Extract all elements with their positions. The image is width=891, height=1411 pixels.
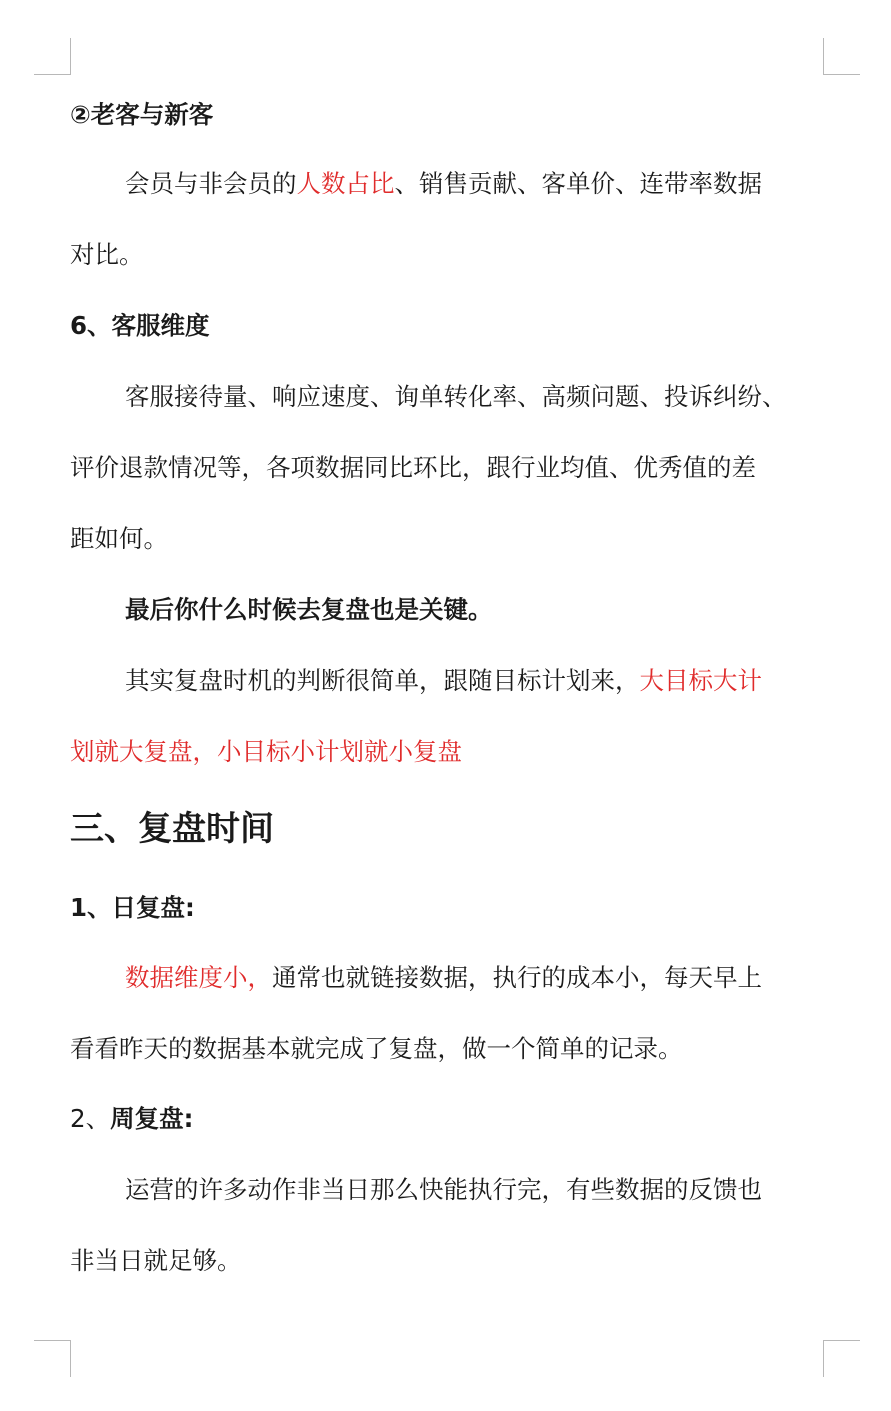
page-corner-mark-top-right bbox=[823, 38, 860, 75]
paragraph-text: 会员与非会员的 bbox=[125, 169, 297, 198]
paragraph-customer-service-line-1: 客服接待量、响应速度、询单转化率、高频问题、投诉纠纷、 bbox=[125, 382, 787, 411]
highlight-text: 数据维度小， bbox=[125, 963, 272, 992]
paragraph-member-comparison-line-1 bbox=[125, 157, 762, 211]
paragraph-customer-service-line-3: 距如何。 bbox=[70, 524, 168, 553]
heading-daily-review: 1、日复盘: bbox=[70, 893, 195, 922]
paragraph-text: 通常也就链接数据，执行的成本小，每天早上 bbox=[272, 963, 762, 992]
page-corner-mark-bottom-right bbox=[823, 1340, 860, 1377]
paragraph-weekly-line-1: 运营的许多动作非当日那么快能执行完，有些数据的反馈也 bbox=[125, 1175, 762, 1204]
section-title-review-time: 三、复盘时间 bbox=[70, 809, 274, 849]
heading-customer-service: 6、客服维度 bbox=[70, 311, 210, 340]
paragraph-text: 、销售贡献、客单价、连带率数据 bbox=[394, 169, 762, 198]
heading-number: 2、 bbox=[70, 1104, 111, 1133]
paragraph-daily-line-2: 看看昨天的数据基本就完成了复盘，做一个简单的记录。 bbox=[70, 1034, 683, 1063]
page-corner-mark-top-left bbox=[34, 38, 71, 75]
heading-weekly-review bbox=[70, 1092, 193, 1146]
highlight-text: 大目标大计 bbox=[639, 666, 762, 695]
paragraph-daily-line-1 bbox=[125, 951, 762, 1005]
paragraph-customer-service-line-2: 评价退款情况等，各项数据同比环比，跟行业均值、优秀值的差 bbox=[70, 453, 756, 482]
page-corner-mark-bottom-left bbox=[34, 1340, 71, 1377]
highlight-text: 人数占比 bbox=[296, 169, 395, 198]
bold-statement: 最后你什么时候去复盘也是关键。 bbox=[125, 595, 493, 624]
paragraph-weekly-line-2: 非当日就足够。 bbox=[70, 1246, 242, 1275]
heading-old-new-customers: ②老客与新客 bbox=[70, 100, 214, 129]
paragraph-timing-line-2: 划就大复盘，小目标小计划就小复盘 bbox=[70, 737, 462, 766]
paragraph-timing-line-1 bbox=[125, 654, 762, 708]
paragraph-member-comparison-line-2: 对比。 bbox=[70, 240, 144, 269]
paragraph-text: 其实复盘时机的判断很简单，跟随目标计划来， bbox=[125, 666, 640, 695]
heading-text: 周复盘: bbox=[110, 1104, 194, 1133]
